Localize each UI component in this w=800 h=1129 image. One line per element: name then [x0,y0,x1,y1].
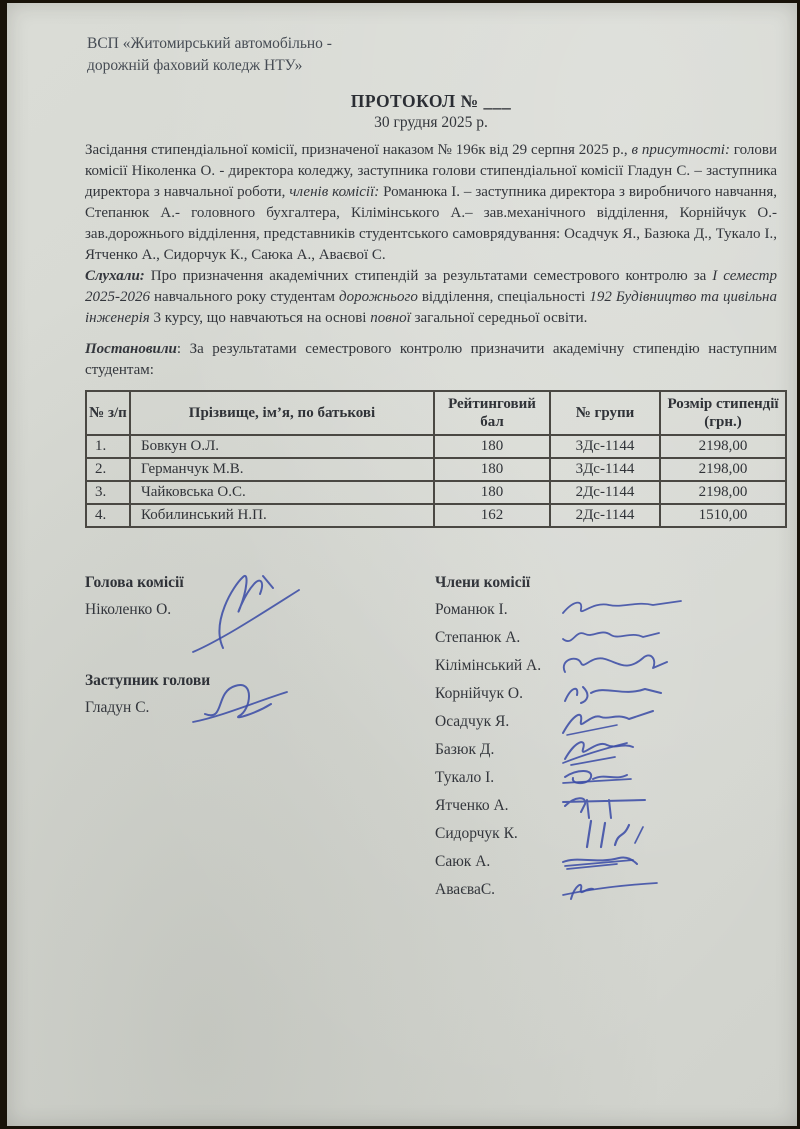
chair-label: Голова комісії [85,574,184,591]
heard-text-7: 3 курсу, що навчаються на основі [149,310,371,326]
signature-osadchuk-icon [557,707,677,737]
cell-number: 1. [86,435,130,458]
cell-name: Кобилинський Н.П. [130,504,434,527]
member-row [435,708,777,736]
resolved-paragraph [85,339,777,381]
chair-signature-block [85,574,435,656]
protocol-date: 30 грудня 2025 р. [374,114,488,131]
member-name: Корнійчук О. [435,685,523,702]
signature-korniichuk-icon [557,681,667,707]
deputy-signature-block [85,672,435,742]
cell-rating: 180 [434,435,550,458]
cell-number: 2. [86,458,130,481]
cell-rating: 180 [434,481,550,504]
attendance-text-2: в присутності: [631,142,730,158]
signature-stepaniuk-icon [557,625,667,651]
signature-yatchenko-icon [557,792,667,820]
deputy-label: Заступник голови [85,672,211,689]
scanned-page [7,3,797,1126]
signature-kiliminskyi-icon [557,652,677,680]
member-name: Тукало І. [435,769,495,786]
member-name: Романюк І. [435,601,508,618]
signature-section [85,574,777,904]
column-header-rating: Рейтинговий бал [434,391,550,435]
cell-group: 3Дс-1144 [550,458,660,481]
heard-label: Слухали: [85,268,145,284]
signature-left-column [85,574,435,904]
cell-stipend: 2198,00 [660,435,786,458]
column-header-group: № групи [550,391,660,435]
chair-name: Ніколенко О. [85,601,172,618]
header-row [86,391,786,435]
signature-right-column [435,574,777,904]
member-name: Сидорчук К. [435,825,518,842]
heard-text-9: загальної середньої освіти. [410,310,588,326]
cell-group: 2Дс-1144 [550,481,660,504]
org-name-line1: ВСП «Житомирський автомобільно - [87,35,332,52]
org-name-line2: дорожній фаховий коледж НТУ» [87,57,303,74]
signature-nikolenko-icon [177,568,327,660]
member-row [435,876,777,904]
signature-sydorchuk-icon [557,819,667,849]
students-table-header [86,391,786,435]
table-row [86,435,786,458]
table-row [86,504,786,527]
heard-text-4: дорожнього [339,289,418,305]
cell-rating: 180 [434,458,550,481]
cell-number: 4. [86,504,130,527]
column-header-number: № з/п [86,391,130,435]
cell-stipend: 1510,00 [660,504,786,527]
signature-baziuk-icon [557,735,667,765]
cell-name: Бовкун О.Л. [130,435,434,458]
member-row [435,848,777,876]
deputy-name: Гладун С. [85,699,150,716]
member-name: Степанюк А. [435,629,521,646]
attendance-text-3: голови комісії Ніколенка О. - директора коледжу, заступника голови стипендіальної комісії Гладун С. – заступника директора з навчальної роботи, [85,142,777,200]
member-row [435,596,777,624]
signature-saiuk-icon [557,850,657,874]
member-name: Базюк Д. [435,741,495,758]
cell-name: Германчук М.В. [130,458,434,481]
heard-text-3: навчального року студентам [150,289,340,305]
signature-avaieva-icon [557,877,667,903]
signature-tukalo-icon [557,765,657,791]
attendance-paragraph [85,140,777,266]
cell-stipend: 2198,00 [660,481,786,504]
member-row [435,680,777,708]
heard-text-1: Про призначення академічних стипендій за результатами семестрового контролю за [144,268,713,284]
resolved-text: : За результатами семестрового контролю призначити академічну стипендію наступним студентам: [85,341,777,378]
document-content [85,29,777,904]
heard-text-2: І семестр 2025-2026 [85,268,778,305]
members-label: Члени комісії [435,574,531,591]
table-row [86,481,786,504]
member-name: Кілімінський А. [435,657,542,674]
students-table [85,390,787,528]
cell-stipend: 2198,00 [660,458,786,481]
cell-name: Чайковська О.С. [130,481,434,504]
member-row [435,652,777,680]
member-name: АваєваС. [435,881,496,898]
signature-gladun-icon [189,674,299,732]
cell-group: 2Дс-1144 [550,504,660,527]
org-name [87,33,777,77]
heard-text-6: 192 Будівництво та цивільна інженерія [85,289,778,326]
member-name: Саюк А. [435,853,491,870]
heard-text-5: відділення, спеціальності [417,289,590,305]
table-row [86,458,786,481]
students-table-body [86,435,786,527]
signature-romaniuk-icon [557,597,687,623]
member-row [435,820,777,848]
cell-rating: 162 [434,504,550,527]
heard-paragraph [85,266,777,329]
protocol-title: ПРОТОКОЛ № ___ [350,91,512,111]
member-row [435,736,777,764]
heard-text-8: повної [370,310,411,326]
member-row [435,764,777,792]
cell-number: 3. [86,481,130,504]
member-name: Осадчук Я. [435,713,510,730]
column-header-stipend: Розмір стипендії (грн.) [660,391,786,435]
member-row [435,792,777,820]
attendance-text-5: Романюка І. – заступника директора з виробничого навчання, Степанюк А.- головного бухгалтера, Кілімінського А.– зав.механічного відділення, Корнійчук О.- зав.дорожнього відділення, представників студентського самоврядування: Осадчук Я., Базюка Д., Тукало І., Ятченко А., Сидорчук К., Саюка А., Аваєвої С. [85,184,777,263]
member-row [435,624,777,652]
attendance-text-1: Засідання стипендіальної комісії, призначеної наказом № 196к від 29 серпня 2025 р., [85,142,632,158]
attendance-text-4: членів комісії: [289,184,380,200]
column-header-name: Прізвище, ім’я, по батькові [130,391,434,435]
cell-group: 3Дс-1144 [550,435,660,458]
member-name: Ятченко А. [435,797,509,814]
resolved-label: Постановили [85,341,177,357]
